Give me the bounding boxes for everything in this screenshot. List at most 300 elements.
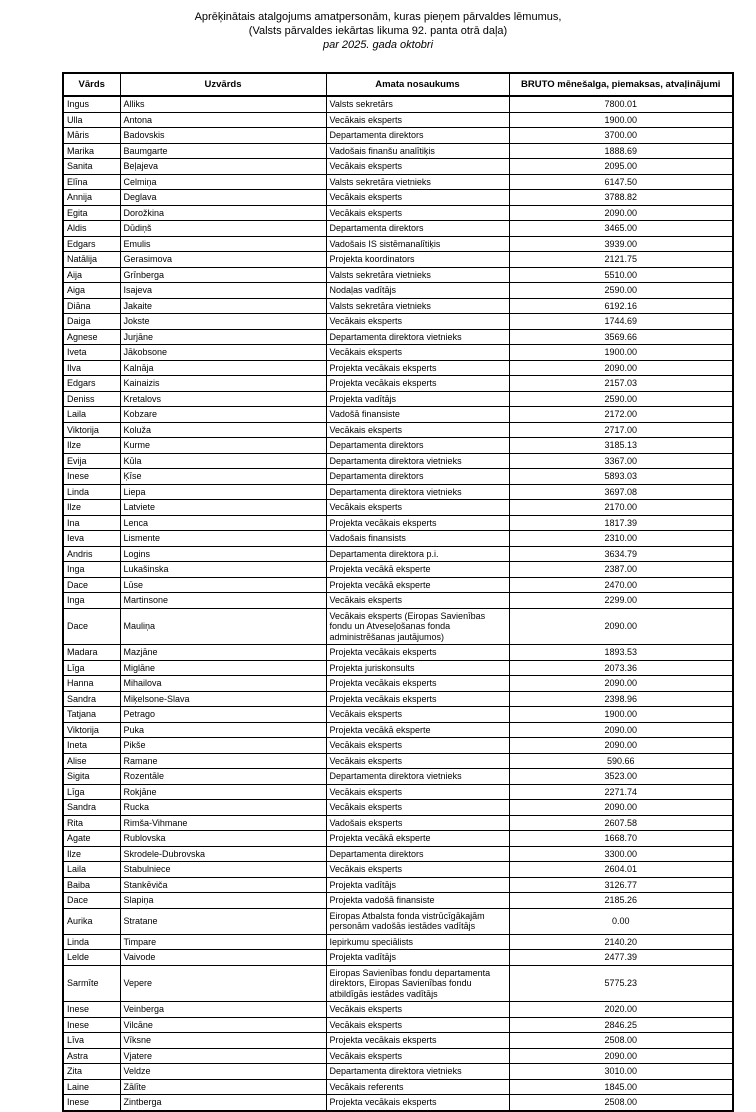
last-name-cell: Kainaizis — [120, 376, 326, 392]
last-name-cell: Alliks — [120, 96, 326, 112]
position-cell: Projekta vadītājs — [326, 391, 509, 407]
position-cell: Departamenta direktora vietnieks — [326, 329, 509, 345]
salary-cell: 2095.00 — [509, 159, 733, 175]
first-name-cell: Līga — [63, 660, 120, 676]
last-name-cell: Kretalovs — [120, 391, 326, 407]
table-row — [63, 438, 733, 454]
salary-cell: 2090.00 — [509, 205, 733, 221]
position-cell: Projekta koordinators — [326, 252, 509, 268]
table-body — [63, 96, 733, 1111]
salary-cell: 3523.00 — [509, 769, 733, 785]
salary-cell: 0.00 — [509, 908, 733, 934]
salary-cell: 6147.50 — [509, 174, 733, 190]
salary-cell: 2185.26 — [509, 893, 733, 909]
last-name-cell: Vaivode — [120, 950, 326, 966]
last-name-cell: Zintberga — [120, 1095, 326, 1111]
first-name-cell: Madara — [63, 645, 120, 661]
last-name-cell: Stabulniece — [120, 862, 326, 878]
salary-cell: 3367.00 — [509, 453, 733, 469]
position-cell: Projekta vecākais eksperts — [326, 1095, 509, 1111]
first-name-cell: Natālija — [63, 252, 120, 268]
position-cell: Projekta vecākā eksperte — [326, 722, 509, 738]
column-header-salary: BRUTO mēnešalga, piemaksas, atvaļinājumi — [509, 73, 733, 96]
salary-table — [62, 72, 734, 1112]
last-name-cell: Rublovska — [120, 831, 326, 847]
table-row — [63, 329, 733, 345]
first-name-cell: Ilze — [63, 846, 120, 862]
first-name-cell: Rita — [63, 815, 120, 831]
table-row — [63, 112, 733, 128]
position-cell: Vecākais eksperts — [326, 784, 509, 800]
salary-cell: 3010.00 — [509, 1064, 733, 1080]
last-name-cell: Mihailova — [120, 676, 326, 692]
table-row — [63, 283, 733, 299]
table-row — [63, 453, 733, 469]
first-name-cell: Dace — [63, 577, 120, 593]
first-name-cell: Agate — [63, 831, 120, 847]
last-name-cell: Rozentāle — [120, 769, 326, 785]
position-cell: Departamenta direktora p.i. — [326, 546, 509, 562]
position-cell: Departamenta direktors — [326, 128, 509, 144]
first-name-cell: Viktorija — [63, 722, 120, 738]
table-row — [63, 546, 733, 562]
position-cell: Departamenta direktora vietnieks — [326, 453, 509, 469]
table-row — [63, 1064, 733, 1080]
last-name-cell: Dorožkina — [120, 205, 326, 221]
first-name-cell: Sandra — [63, 691, 120, 707]
salary-cell: 2020.00 — [509, 1002, 733, 1018]
last-name-cell: Antona — [120, 112, 326, 128]
first-name-cell: Dace — [63, 608, 120, 645]
first-name-cell: Baiba — [63, 877, 120, 893]
table-row — [63, 236, 733, 252]
salary-cell: 1900.00 — [509, 707, 733, 723]
first-name-cell: Līga — [63, 784, 120, 800]
last-name-cell: Emulis — [120, 236, 326, 252]
first-name-cell: Inese — [63, 1002, 120, 1018]
table-row — [63, 391, 733, 407]
table-row — [63, 815, 733, 831]
last-name-cell: Lenca — [120, 515, 326, 531]
position-cell: Projekta vadītājs — [326, 950, 509, 966]
position-cell: Departamenta direktors — [326, 438, 509, 454]
salary-cell: 3300.00 — [509, 846, 733, 862]
document-title-block — [0, 0, 756, 52]
first-name-cell: Andris — [63, 546, 120, 562]
position-cell: Projekta vecākais eksperts — [326, 360, 509, 376]
salary-cell: 3185.13 — [509, 438, 733, 454]
table-row — [63, 722, 733, 738]
position-cell: Vecākais eksperts — [326, 112, 509, 128]
table-row — [63, 562, 733, 578]
salary-cell: 2310.00 — [509, 531, 733, 547]
last-name-cell: Timpare — [120, 934, 326, 950]
position-cell: Nodaļas vadītājs — [326, 283, 509, 299]
salary-cell: 2090.00 — [509, 1048, 733, 1064]
position-cell: Vadošais finansists — [326, 531, 509, 547]
salary-cell: 3700.00 — [509, 128, 733, 144]
first-name-cell: Agnese — [63, 329, 120, 345]
table-row — [63, 143, 733, 159]
table-row — [63, 707, 733, 723]
first-name-cell: Tatjana — [63, 707, 120, 723]
last-name-cell: Vjatere — [120, 1048, 326, 1064]
last-name-cell: Kurme — [120, 438, 326, 454]
last-name-cell: Miķelsone-Slava — [120, 691, 326, 707]
table-row — [63, 314, 733, 330]
last-name-cell: Grīnberga — [120, 267, 326, 283]
position-cell: Projekta vadošā finansiste — [326, 893, 509, 909]
position-cell: Departamenta direktora vietnieks — [326, 484, 509, 500]
salary-cell: 1744.69 — [509, 314, 733, 330]
first-name-cell: Daiga — [63, 314, 120, 330]
salary-cell: 2604.01 — [509, 862, 733, 878]
table-row — [63, 753, 733, 769]
first-name-cell: Ina — [63, 515, 120, 531]
first-name-cell: Ulla — [63, 112, 120, 128]
salary-cell: 2590.00 — [509, 391, 733, 407]
salary-cell: 2387.00 — [509, 562, 733, 578]
first-name-cell: Diāna — [63, 298, 120, 314]
position-cell: Valsts sekretāra vietnieks — [326, 298, 509, 314]
first-name-cell: Lelde — [63, 950, 120, 966]
first-name-cell: Laila — [63, 862, 120, 878]
position-cell: Vadošā finansiste — [326, 407, 509, 423]
first-name-cell: Māris — [63, 128, 120, 144]
table-row — [63, 1079, 733, 1095]
position-cell: Projekta vecākā eksperte — [326, 562, 509, 578]
last-name-cell: Ramane — [120, 753, 326, 769]
last-name-cell: Rimša-Vihmane — [120, 815, 326, 831]
first-name-cell: Aldis — [63, 221, 120, 237]
last-name-cell: Latviete — [120, 500, 326, 516]
salary-cell: 3634.79 — [509, 546, 733, 562]
table-row — [63, 691, 733, 707]
salary-cell: 1893.53 — [509, 645, 733, 661]
last-name-cell: Logins — [120, 546, 326, 562]
salary-cell: 2172.00 — [509, 407, 733, 423]
last-name-cell: Rokjāne — [120, 784, 326, 800]
last-name-cell: Petrago — [120, 707, 326, 723]
position-cell: Projekta vecākais eksperts — [326, 691, 509, 707]
first-name-cell: Laine — [63, 1079, 120, 1095]
position-cell: Departamenta direktors — [326, 846, 509, 862]
table-row — [63, 298, 733, 314]
table-row — [63, 877, 733, 893]
last-name-cell: Vīksne — [120, 1033, 326, 1049]
salary-cell: 3939.00 — [509, 236, 733, 252]
salary-cell: 2121.75 — [509, 252, 733, 268]
first-name-cell: Sandra — [63, 800, 120, 816]
salary-cell: 3788.82 — [509, 190, 733, 206]
first-name-cell: Linda — [63, 934, 120, 950]
salary-cell: 2073.36 — [509, 660, 733, 676]
last-name-cell: Skrodele-Dubrovska — [120, 846, 326, 862]
first-name-cell: Hanna — [63, 676, 120, 692]
salary-cell: 2170.00 — [509, 500, 733, 516]
last-name-cell: Isajeva — [120, 283, 326, 299]
table-row — [63, 407, 733, 423]
table-row — [63, 593, 733, 609]
last-name-cell: Jurjāne — [120, 329, 326, 345]
first-name-cell: Ingus — [63, 96, 120, 112]
table-row — [63, 128, 733, 144]
position-cell: Eiropas Atbalsta fonda vistrūcīgākajām personām vadošās iestādes vadītājs — [326, 908, 509, 934]
table-row — [63, 1017, 733, 1033]
last-name-cell: Kūla — [120, 453, 326, 469]
last-name-cell: Lismente — [120, 531, 326, 547]
last-name-cell: Veldze — [120, 1064, 326, 1080]
position-cell: Departamenta direktors — [326, 221, 509, 237]
last-name-cell: Vilcāne — [120, 1017, 326, 1033]
first-name-cell: Elīna — [63, 174, 120, 190]
position-cell: Iepirkumu speciālists — [326, 934, 509, 950]
table-row — [63, 252, 733, 268]
salary-cell: 1900.00 — [509, 345, 733, 361]
salary-cell: 2508.00 — [509, 1095, 733, 1111]
salary-cell: 2717.00 — [509, 422, 733, 438]
position-cell: Valsts sekretārs — [326, 96, 509, 112]
position-cell: Projekta vecākais eksperts — [326, 645, 509, 661]
last-name-cell: Liepa — [120, 484, 326, 500]
last-name-cell: Celmiņa — [120, 174, 326, 190]
first-name-cell: Egita — [63, 205, 120, 221]
table-row — [63, 174, 733, 190]
position-cell: Departamenta direktora vietnieks — [326, 769, 509, 785]
position-cell: Projekta vecākais eksperts — [326, 515, 509, 531]
table-row — [63, 1095, 733, 1111]
table-row — [63, 267, 733, 283]
salary-cell: 3126.77 — [509, 877, 733, 893]
last-name-cell: Lūse — [120, 577, 326, 593]
first-name-cell: Astra — [63, 1048, 120, 1064]
table-row — [63, 205, 733, 221]
salary-cell: 2271.74 — [509, 784, 733, 800]
last-name-cell: Mazjāne — [120, 645, 326, 661]
salary-cell: 2508.00 — [509, 1033, 733, 1049]
header-row — [63, 73, 733, 96]
position-cell: Vecākais eksperts — [326, 1048, 509, 1064]
position-cell: Projekta vecākais eksperts — [326, 676, 509, 692]
table-row — [63, 422, 733, 438]
position-cell: Vecākais eksperts — [326, 707, 509, 723]
position-cell: Valsts sekretāra vietnieks — [326, 267, 509, 283]
salary-cell: 2590.00 — [509, 283, 733, 299]
document-title-line-1: Aprēķinātais atalgojums amatpersonām, kuras pieņem pārvaldes lēmumus, — [194, 11, 562, 23]
table-row — [63, 908, 733, 934]
salary-cell: 2090.00 — [509, 738, 733, 754]
last-name-cell: Deglava — [120, 190, 326, 206]
salary-table-header — [63, 73, 733, 96]
first-name-cell: Viktorija — [63, 422, 120, 438]
table-row — [63, 500, 733, 516]
salary-cell: 2090.00 — [509, 360, 733, 376]
first-name-cell: Inese — [63, 1017, 120, 1033]
first-name-cell: Ineta — [63, 738, 120, 754]
last-name-cell: Kalnāja — [120, 360, 326, 376]
last-name-cell: Baumgarte — [120, 143, 326, 159]
last-name-cell: Martinsone — [120, 593, 326, 609]
salary-cell: 2846.25 — [509, 1017, 733, 1033]
table-row — [63, 577, 733, 593]
salary-cell: 5775.23 — [509, 965, 733, 1002]
last-name-cell: Jokste — [120, 314, 326, 330]
table-row — [63, 1048, 733, 1064]
table-row — [63, 784, 733, 800]
salary-cell: 5893.03 — [509, 469, 733, 485]
first-name-cell: Aurika — [63, 908, 120, 934]
position-cell: Vecākais eksperts — [326, 205, 509, 221]
last-name-cell: Koluža — [120, 422, 326, 438]
salary-cell: 2157.03 — [509, 376, 733, 392]
salary-cell: 3465.00 — [509, 221, 733, 237]
table-row — [63, 800, 733, 816]
salary-cell: 1888.69 — [509, 143, 733, 159]
position-cell: Vecākais eksperts — [326, 159, 509, 175]
table-row — [63, 515, 733, 531]
first-name-cell: Inga — [63, 562, 120, 578]
position-cell: Vecākais eksperts — [326, 753, 509, 769]
position-cell: Departamenta direktora vietnieks — [326, 1064, 509, 1080]
last-name-cell: Pikše — [120, 738, 326, 754]
document-title-line-2: (Valsts pārvaldes iekārtas likuma 92. panta otrā daļa) — [248, 25, 508, 37]
first-name-cell: Sarmīte — [63, 965, 120, 1002]
position-cell: Vadošais IS sistēmanalītiķis — [326, 236, 509, 252]
position-cell: Vecākais eksperts — [326, 314, 509, 330]
first-name-cell: Ilze — [63, 438, 120, 454]
table-row — [63, 221, 733, 237]
position-cell: Vecākais eksperts — [326, 800, 509, 816]
position-cell: Vecākais eksperts — [326, 190, 509, 206]
table-row — [63, 1033, 733, 1049]
table-row — [63, 345, 733, 361]
first-name-cell: Līva — [63, 1033, 120, 1049]
salary-cell: 3569.66 — [509, 329, 733, 345]
position-cell: Vecākais eksperts — [326, 862, 509, 878]
salary-cell: 2607.58 — [509, 815, 733, 831]
last-name-cell: Mauliņa — [120, 608, 326, 645]
last-name-cell: Vepere — [120, 965, 326, 1002]
table-row — [63, 862, 733, 878]
position-cell: Projekta vecākā eksperte — [326, 831, 509, 847]
last-name-cell: Rucka — [120, 800, 326, 816]
last-name-cell: Puka — [120, 722, 326, 738]
table-row — [63, 893, 733, 909]
position-cell: Vecākais eksperts — [326, 593, 509, 609]
last-name-cell: Slapiņa — [120, 893, 326, 909]
salary-cell: 5510.00 — [509, 267, 733, 283]
salary-cell: 2090.00 — [509, 608, 733, 645]
position-cell: Projekta juriskonsults — [326, 660, 509, 676]
salary-cell: 590.66 — [509, 753, 733, 769]
salary-cell: 1845.00 — [509, 1079, 733, 1095]
salary-cell: 2470.00 — [509, 577, 733, 593]
last-name-cell: Stratane — [120, 908, 326, 934]
table-row — [63, 831, 733, 847]
salary-cell: 1668.70 — [509, 831, 733, 847]
table-row — [63, 934, 733, 950]
first-name-cell: Dace — [63, 893, 120, 909]
last-name-cell: Badovskis — [120, 128, 326, 144]
table-row — [63, 846, 733, 862]
table-row — [63, 484, 733, 500]
salary-cell: 2477.39 — [509, 950, 733, 966]
table-row — [63, 608, 733, 645]
document-title-line-3: par 2025. gada oktobri — [322, 39, 434, 51]
salary-cell: 2090.00 — [509, 722, 733, 738]
salary-cell: 7800.01 — [509, 96, 733, 112]
last-name-cell: Beļajeva — [120, 159, 326, 175]
last-name-cell: Lukašinska — [120, 562, 326, 578]
first-name-cell: Zita — [63, 1064, 120, 1080]
first-name-cell: Aiga — [63, 283, 120, 299]
first-name-cell: Aija — [63, 267, 120, 283]
last-name-cell: Ķīse — [120, 469, 326, 485]
first-name-cell: Inga — [63, 593, 120, 609]
position-cell: Valsts sekretāra vietnieks — [326, 174, 509, 190]
first-name-cell: Inese — [63, 469, 120, 485]
position-cell: Eiropas Savienības fondu departamenta direktors, Eiropas Savienības fondu atbildīgās iestādes vadītājs — [326, 965, 509, 1002]
position-cell: Vecākais referents — [326, 1079, 509, 1095]
table-row — [63, 769, 733, 785]
first-name-cell: Marika — [63, 143, 120, 159]
first-name-cell: Sanita — [63, 159, 120, 175]
first-name-cell: Iveta — [63, 345, 120, 361]
position-cell: Vecākais eksperts — [326, 738, 509, 754]
table-row — [63, 96, 733, 112]
table-row — [63, 190, 733, 206]
table-row — [63, 676, 733, 692]
table-row — [63, 738, 733, 754]
last-name-cell: Dūdiņš — [120, 221, 326, 237]
position-cell: Projekta vadītājs — [326, 877, 509, 893]
column-header-last-name: Uzvārds — [120, 73, 326, 96]
table-row — [63, 376, 733, 392]
first-name-cell: Inese — [63, 1095, 120, 1111]
position-cell: Vecākais eksperts — [326, 500, 509, 516]
first-name-cell: Ilva — [63, 360, 120, 376]
column-header-first-name: Vārds — [63, 73, 120, 96]
first-name-cell: Sigita — [63, 769, 120, 785]
salary-cell: 2140.20 — [509, 934, 733, 950]
position-cell: Vadošais finanšu analītiķis — [326, 143, 509, 159]
first-name-cell: Ilze — [63, 500, 120, 516]
table-row — [63, 645, 733, 661]
first-name-cell: Alise — [63, 753, 120, 769]
salary-cell: 2299.00 — [509, 593, 733, 609]
position-cell: Vadošais eksperts — [326, 815, 509, 831]
salary-cell: 1900.00 — [509, 112, 733, 128]
last-name-cell: Stankēviča — [120, 877, 326, 893]
table-row — [63, 531, 733, 547]
last-name-cell: Veinberga — [120, 1002, 326, 1018]
first-name-cell: Deniss — [63, 391, 120, 407]
last-name-cell: Kobzare — [120, 407, 326, 423]
first-name-cell: Laila — [63, 407, 120, 423]
position-cell: Vecākais eksperts — [326, 422, 509, 438]
salary-cell: 1817.39 — [509, 515, 733, 531]
table-row — [63, 950, 733, 966]
table-row — [63, 159, 733, 175]
position-cell: Projekta vecākā eksperte — [326, 577, 509, 593]
salary-cell: 3697.08 — [509, 484, 733, 500]
last-name-cell: Gerasimova — [120, 252, 326, 268]
position-cell: Vecākais eksperts (Eiropas Savienības fondu un Atveseļošanas fonda administrēšanas jautājumos) — [326, 608, 509, 645]
salary-cell: 2090.00 — [509, 676, 733, 692]
table-row — [63, 1002, 733, 1018]
table-row — [63, 469, 733, 485]
first-name-cell: Evija — [63, 453, 120, 469]
